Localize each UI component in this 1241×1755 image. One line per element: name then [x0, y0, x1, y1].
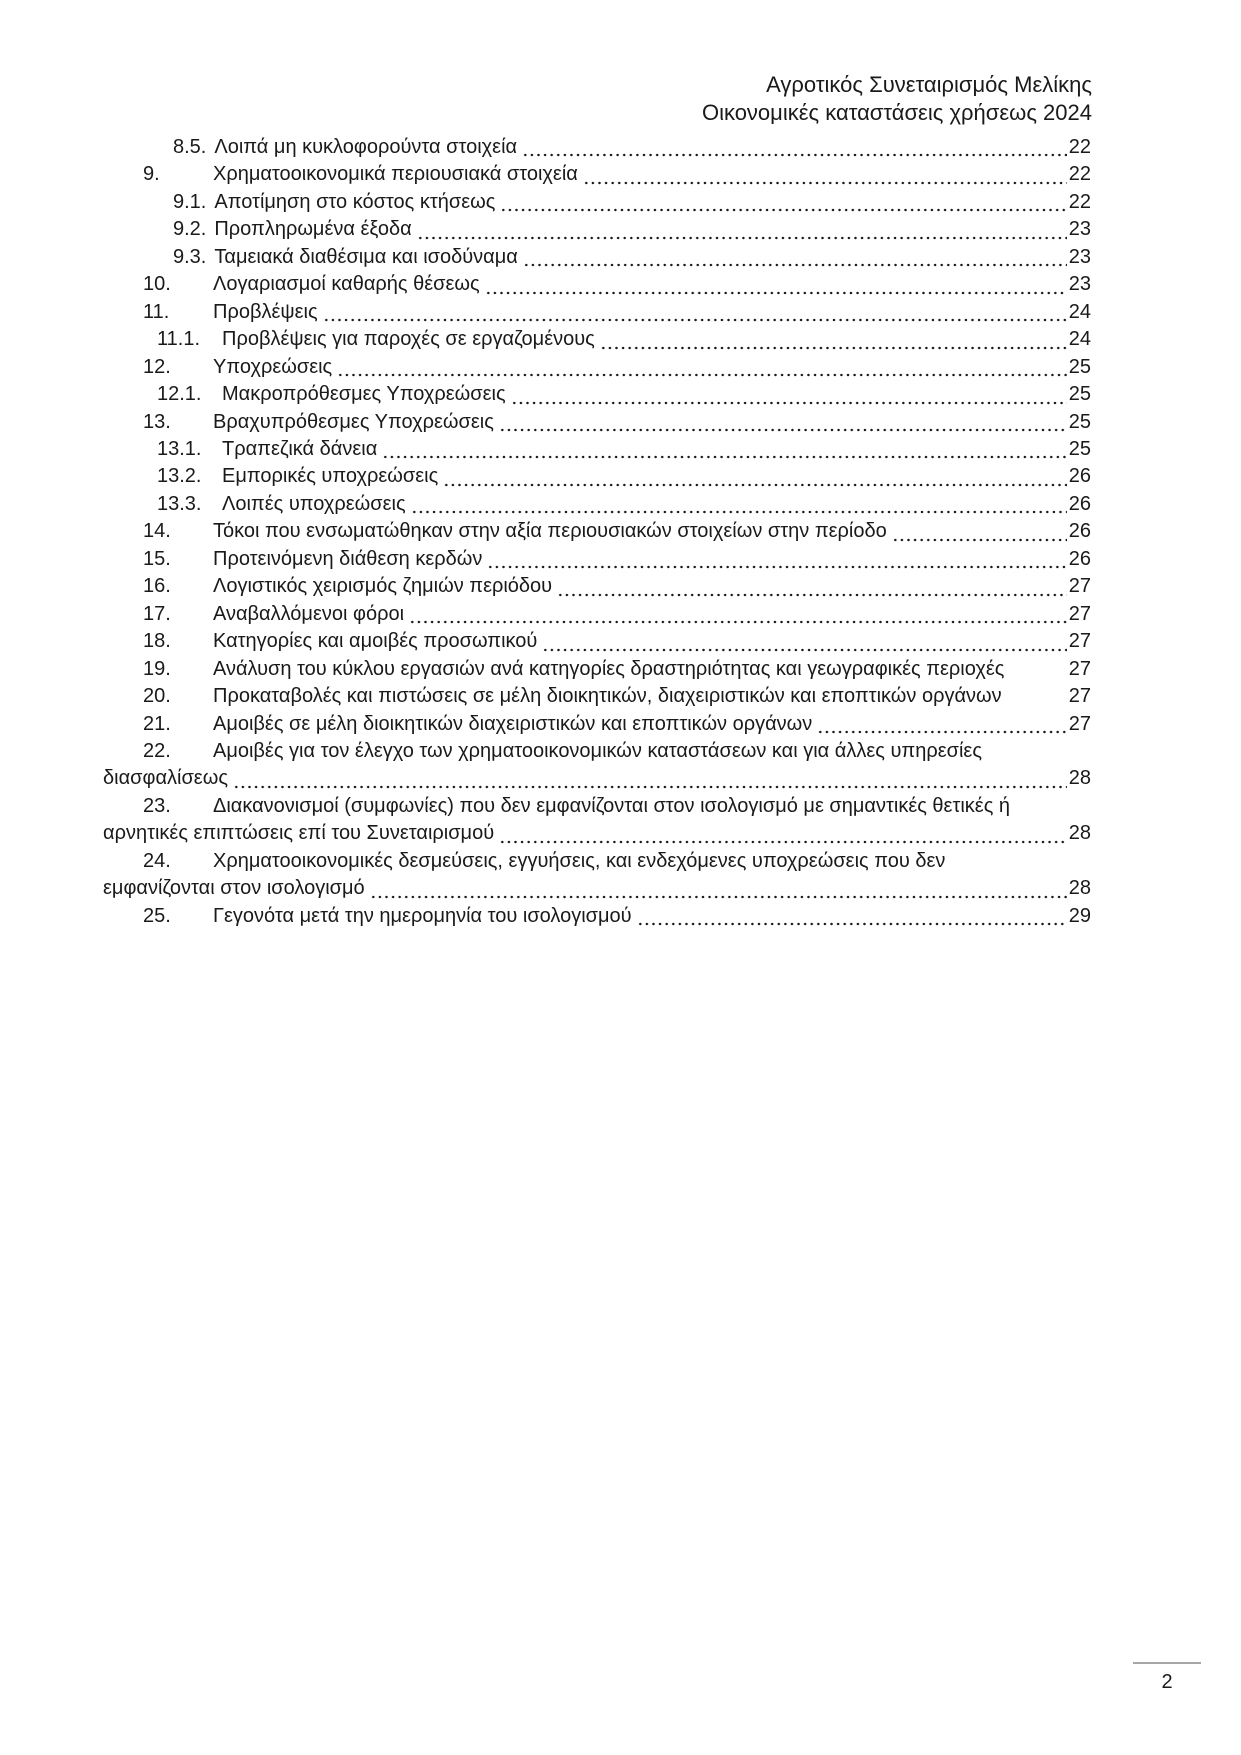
toc-entry-number: 9.3. — [173, 245, 207, 268]
dot-leader — [892, 518, 1067, 545]
toc-entry-page: 26 — [1068, 492, 1091, 515]
toc-entry-text: Μακροπρόθεσμες Υποχρεώσεις — [222, 383, 506, 406]
toc-entry-page: 23 — [1068, 218, 1091, 241]
toc-entry — [103, 546, 1091, 573]
toc-entry-number: 9.1. — [173, 190, 207, 213]
dot-leader — [370, 875, 1067, 902]
dot-leader — [417, 216, 1067, 243]
toc-entry-number: 8.5. — [173, 136, 207, 158]
toc-entry — [103, 656, 1091, 683]
toc-entry-number: 16. — [143, 575, 171, 598]
toc-entry-number: 12.1. — [157, 383, 202, 406]
toc-entry-text: Λοιπά μη κυκλοφορούντα στοιχεία — [214, 136, 518, 158]
toc-entry-text: διασφαλίσεως — [103, 767, 228, 790]
dot-leader — [583, 161, 1067, 188]
toc-entry-text: Ταμειακά διαθέσιμα και ισοδύναμα — [214, 245, 518, 268]
dot-leader — [557, 573, 1067, 600]
page-number: 2 — [1161, 1671, 1173, 1693]
toc-entry-number: 21. — [143, 712, 171, 735]
toc-entry — [103, 299, 1091, 326]
toc-entry — [103, 326, 1091, 353]
toc-entry-text: αρνητικές επιπτώσεις επί του Συνεταιρισμού — [103, 822, 495, 845]
toc-entry-page: 23 — [1068, 273, 1091, 296]
toc-entry — [103, 216, 1091, 243]
toc-entry-number: 22. — [143, 739, 171, 762]
toc-entry — [103, 683, 1091, 710]
toc-entry-page: 27 — [1068, 685, 1091, 708]
toc-entry-text: Λοιπές υποχρεώσεις — [222, 492, 406, 515]
toc-entry-text: Προκαταβολές και πιστώσεις σε μέλη διοικητικών, διαχειριστικών και εποπτικών οργάνων — [213, 685, 1002, 708]
toc-entry-text: Λογιστικός χειρισμός ζημιών περιόδου — [213, 575, 553, 598]
toc-entry — [103, 601, 1091, 628]
toc-entry — [103, 903, 1091, 930]
toc-entry-text: Βραχυπρόθεσμες Υποχρεώσεις — [213, 410, 494, 433]
toc-entry-text: Προβλέψεις για παροχές σε εργαζομένους — [222, 328, 595, 351]
toc-entry-number: 12. — [143, 355, 171, 378]
toc-entry — [103, 436, 1091, 463]
toc-entry — [103, 271, 1091, 298]
toc-entry — [103, 848, 1091, 875]
toc-entry — [103, 134, 1091, 161]
toc-entry — [103, 628, 1091, 655]
toc-entry-page: 25 — [1068, 410, 1091, 433]
toc-entry-number: 13.2. — [157, 465, 202, 488]
dot-leader — [382, 436, 1066, 463]
toc-entry-number: 9.2. — [173, 218, 207, 241]
toc-entry-page: 26 — [1068, 547, 1091, 570]
toc-entry-page: 23 — [1068, 245, 1091, 268]
toc-entry — [103, 189, 1091, 216]
toc-entry-page: 27 — [1068, 575, 1091, 598]
dot-leader — [500, 189, 1066, 216]
toc-entry-page: 27 — [1068, 712, 1091, 735]
toc-entry-text: Εμπορικές υποχρεώσεις — [222, 465, 439, 488]
toc-entry-number: 25. — [143, 904, 171, 927]
toc-entry-page: 26 — [1068, 520, 1091, 543]
dot-leader — [411, 491, 1067, 518]
leader-spacer — [1007, 683, 1067, 710]
toc-entry-number: 13.1. — [157, 437, 202, 460]
toc-entry-page: 26 — [1068, 465, 1091, 488]
toc-entry — [103, 161, 1091, 188]
toc-entry — [103, 244, 1091, 271]
toc-entry-number: 13. — [143, 410, 171, 433]
toc-entry-text: Υποχρεώσεις — [213, 355, 333, 378]
toc-entry-text: εμφανίζονται στον ισολογισμό — [103, 877, 365, 900]
toc-entry-page: 28 — [1068, 822, 1091, 845]
dot-leader — [487, 546, 1066, 573]
dot-leader — [485, 271, 1067, 298]
toc-entry — [103, 491, 1091, 518]
toc-entry-text: Αναβαλλόμενοι φόροι — [213, 602, 405, 625]
dot-leader — [499, 820, 1067, 847]
toc-entry-page: 25 — [1068, 437, 1091, 460]
toc-entry — [103, 463, 1091, 490]
toc-entry — [103, 711, 1091, 738]
table-of-contents — [103, 134, 1091, 930]
toc-entry-page: 24 — [1068, 300, 1091, 323]
toc-entry-page: 22 — [1068, 190, 1091, 213]
toc-entry-number: 9. — [143, 163, 160, 186]
toc-entry-page: 24 — [1068, 328, 1091, 351]
toc-entry-text: Χρηματοοικονομικές δεσμεύσεις, εγγυήσεις, και ενδεχόμενες υποχρεώσεις που δεν — [213, 849, 946, 872]
toc-entry-text: Προπληρωμένα έξοδα — [214, 218, 412, 241]
toc-entry-page: 28 — [1068, 877, 1091, 900]
toc-entry — [103, 518, 1091, 545]
toc-entry-text: Λογαριασμοί καθαρής θέσεως — [213, 273, 480, 296]
toc-entry-page: 27 — [1068, 630, 1091, 653]
toc-entry-page: 28 — [1068, 767, 1091, 790]
toc-entry — [103, 573, 1091, 600]
dot-leader — [523, 244, 1067, 271]
toc-entry-continuation — [103, 765, 1091, 792]
toc-entry-text: Αποτίμηση στο κόστος κτήσεως — [214, 190, 496, 213]
header-doc-title: Οικονομικές καταστάσεις χρήσεως 2024 — [701, 100, 1092, 125]
dot-leader — [522, 134, 1067, 161]
toc-entry-page: 29 — [1068, 904, 1091, 927]
document-header — [702, 71, 1092, 127]
toc-entry-number: 19. — [143, 657, 171, 680]
dot-leader — [637, 903, 1067, 930]
toc-entry-number: 18. — [143, 630, 171, 653]
toc-entry-continuation — [103, 875, 1091, 902]
header-org-name: Αγροτικός Συνεταιρισμός Μελίκης — [766, 72, 1092, 97]
dot-leader — [337, 354, 1067, 381]
toc-entry — [103, 381, 1091, 408]
toc-entry-number: 15. — [143, 547, 171, 570]
toc-entry-number: 17. — [143, 602, 171, 625]
dot-leader — [600, 326, 1067, 353]
toc-entry-text: Τραπεζικά δάνεια — [222, 437, 378, 460]
toc-entry-text: Χρηματοοικονομικά περιουσιακά στοιχεία — [213, 163, 578, 186]
toc-entry-number: 10. — [143, 273, 171, 296]
toc-entry-number: 11.1. — [157, 328, 200, 351]
toc-entry — [103, 738, 1091, 765]
toc-entry-text: Προτεινόμενη διάθεση κερδών — [213, 547, 483, 570]
toc-entry-text: Διακανονισμοί (συμφωνίες) που δεν εμφανίζονται στον ισολογισμό με σημαντικές θετικές ή — [213, 794, 1011, 817]
toc-entry-page: 25 — [1068, 355, 1091, 378]
toc-entry-page: 22 — [1068, 136, 1091, 158]
toc-entry-text: Κατηγορίες και αμοιβές προσωπικού — [213, 630, 538, 653]
toc-entry-text: Τόκοι που ενσωματώθηκαν στην αξία περιουσιακών στοιχείων στην περίοδο — [213, 520, 887, 543]
toc-entry-text: Αμοιβές για τον έλεγχο των χρηματοοικονομικών καταστάσεων και για άλλες υπηρεσίες — [213, 739, 982, 762]
toc-entry-text: Γεγονότα μετά την ημερομηνία του ισολογισμού — [213, 904, 632, 927]
dot-leader — [499, 409, 1067, 436]
toc-entry-page: 25 — [1068, 383, 1091, 406]
dot-leader — [511, 381, 1067, 408]
toc-entry-page: 27 — [1068, 657, 1091, 680]
toc-entry-number: 24. — [143, 849, 171, 872]
toc-entry-number: 20. — [143, 685, 171, 708]
toc-entry-page: 27 — [1068, 602, 1091, 625]
dot-leader — [817, 711, 1066, 738]
leader-spacer — [1009, 656, 1066, 683]
toc-entry-number: 13.3. — [157, 492, 202, 515]
toc-entry-number: 11. — [143, 300, 170, 323]
toc-entry-text: Αμοιβές σε μέλη διοικητικών διαχειριστικών και εποπτικών οργάνων — [213, 712, 813, 735]
dot-leader — [443, 463, 1067, 490]
toc-entry — [103, 354, 1091, 381]
toc-entry-page: 22 — [1068, 163, 1091, 186]
footer-rule — [1133, 1662, 1201, 1664]
toc-entry-number: 14. — [143, 520, 171, 543]
dot-leader — [409, 601, 1067, 628]
dot-leader — [233, 765, 1067, 792]
dot-leader — [323, 299, 1067, 326]
toc-entry-number: 23. — [143, 794, 171, 817]
toc-entry-text: Ανάλυση του κύκλου εργασιών ανά κατηγορίες δραστηριότητας και γεωγραφικές περιοχές — [213, 657, 1005, 680]
toc-entry — [103, 793, 1091, 820]
toc-entry-continuation — [103, 820, 1091, 847]
toc-entry-text: Προβλέψεις — [213, 300, 318, 323]
dot-leader — [542, 628, 1066, 655]
toc-entry — [103, 409, 1091, 436]
